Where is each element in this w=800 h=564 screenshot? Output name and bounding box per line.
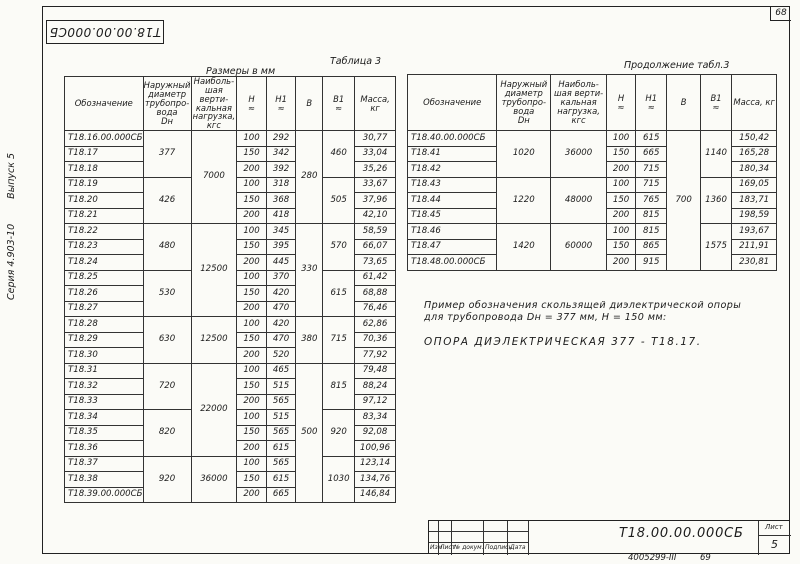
load-cell: 36000 [551, 131, 607, 178]
table-row: Т18.22 480 12500 100 345 330 570 58,59 [65, 224, 396, 240]
header-h1: H1 ≈ [636, 75, 667, 131]
table3cont-title: Продолжение табл.3 [624, 60, 730, 71]
dn-cell: 530 [143, 270, 191, 317]
sheet-label: Лист [765, 523, 783, 531]
table3 [64, 76, 396, 503]
table-row: Т18.36 200 615 100,96 [65, 441, 396, 457]
table-row: Т18.20 150 368 37,96 [65, 193, 396, 209]
header-outer-diameter: Наружный диаметр трубопро-вода Dн [497, 75, 551, 131]
table-row: Т18.47 150 865 211,91 [408, 239, 777, 255]
b-cell: 330 [296, 224, 323, 317]
b1-cell: 1360 [700, 177, 731, 224]
series-label: Серия 4.903-10 [6, 223, 17, 300]
example-line-1: Пример обозначения скользящей диэлектрической опоры [424, 300, 742, 311]
header-h: H ≈ [237, 77, 267, 131]
header-b: B [667, 75, 701, 131]
rotated-stamp: Т18.00.00.000СБ [46, 20, 164, 44]
table-row: Т18.35 150 565 92,08 [65, 425, 396, 441]
b1-cell: 715 [323, 317, 355, 364]
tb-label-docno: № докум. [454, 544, 484, 551]
bottom-page: 69 [700, 553, 711, 563]
tb-label-signature: Подпись [485, 544, 512, 551]
b1-cell: 570 [323, 224, 355, 271]
table3-header-row [65, 77, 396, 131]
table-row: Т18.21 200 418 42,10 [65, 208, 396, 224]
b1-cell: 460 [323, 131, 355, 178]
table-row: Т18.24 200 445 73,65 [65, 255, 396, 271]
load-cell: 22000 [191, 363, 237, 456]
table-row: Т18.41 150 665 165,28 [408, 146, 777, 162]
header-designation: Обозначение [65, 77, 144, 131]
table-row: Т18.28 630 12500 100 420 380 715 62,86 [65, 317, 396, 333]
b-cell: 280 [296, 131, 323, 224]
table-row: Т18.42 200 715 180,34 [408, 162, 777, 178]
header-max-load: Наиболь-шая верти-кальная нагрузка, кгс [551, 75, 607, 131]
table-row: Т18.16.00.000СБ 377 7000 100 292 280 460 30,77 [65, 131, 396, 147]
table-row: Т18.23 150 395 66,07 [65, 239, 396, 255]
load-cell: 7000 [191, 131, 237, 224]
dn-cell: 377 [143, 131, 191, 178]
example-caption: ОПОРА ДИЭЛЕКТРИЧЕСКАЯ 377 - Т18.17. [424, 336, 702, 348]
page-number-top: 68 [770, 6, 791, 21]
dn-cell: 1420 [497, 224, 551, 271]
b1-cell: 1575 [700, 224, 731, 271]
b1-cell: 1140 [700, 131, 731, 178]
dimensions-note: Размеры в мм [206, 66, 276, 77]
dn-cell: 480 [143, 224, 191, 271]
table-row: Т18.48.00.000СБ 200 915 230,81 [408, 255, 777, 271]
table-row: Т18.26 150 420 68,88 [65, 286, 396, 302]
b-cell: 700 [667, 131, 701, 271]
b1-cell: 505 [323, 177, 355, 224]
header-max-load: Наиболь-шая верти-кальная нагрузка, кгс [192, 76, 236, 131]
load-cell: 60000 [551, 224, 607, 271]
header-h1: H1 ≈ [266, 77, 296, 131]
dn-cell: 1020 [497, 131, 551, 178]
header-b1: B1 ≈ [700, 75, 731, 131]
table-row: Т18.27 200 470 76,46 [65, 301, 396, 317]
side-label [6, 131, 17, 300]
b-cell: 500 [296, 363, 323, 503]
table3-title: Таблица 3 [330, 56, 382, 67]
bottom-doc-number: 4005299-III [628, 553, 677, 563]
header-b1: B1 ≈ [323, 77, 355, 131]
example-line-2: для трубопровода Dн = 377 мм, H = 150 мм: [424, 312, 667, 323]
dn-cell: 720 [143, 363, 191, 410]
table-row: Т18.46 1420 60000 100 815 1575 193,67 [408, 224, 777, 240]
tb-label-date: Дата [510, 544, 526, 551]
table-row: Т18.38 150 615 134,76 [65, 472, 396, 488]
table-row: Т18.17 150 342 33,04 [65, 146, 396, 162]
table-row: Т18.31 720 22000 100 465 500 815 79,48 [65, 363, 396, 379]
header-outer-diameter: Наружный диаметр трубопро-вода Dн [143, 77, 191, 131]
tb-label-sheet: Лист [440, 544, 456, 551]
header-designation: Обозначение [408, 75, 497, 131]
table3cont-header-row [408, 75, 777, 131]
load-cell: 48000 [551, 177, 607, 224]
header-h: H ≈ [607, 75, 636, 131]
table-row: Т18.33 200 565 97,12 [65, 394, 396, 410]
table-row: Т18.29 150 470 70,36 [65, 332, 396, 348]
drawing-code: Т18.00.00.000СБ [619, 526, 744, 541]
table-row: Т18.39.00.000СБ 200 665 146,84 [65, 487, 396, 503]
table-row: Т18.32 150 515 88,24 [65, 379, 396, 395]
tb-divider [759, 535, 791, 536]
sheet-number: 5 [771, 538, 778, 551]
table-row: Т18.37 920 36000 100 565 1030 123,14 [65, 456, 396, 472]
b-cell: 380 [296, 317, 323, 364]
header-mass: Масса, кг [355, 77, 396, 131]
header-b: B [296, 77, 323, 131]
designation-example [424, 300, 741, 348]
table-row: Т18.40.00.000СБ 1020 36000 100 615 700 1140 150,42 [408, 131, 777, 147]
table-row: Т18.18 200 392 35,26 [65, 162, 396, 178]
dn-cell: 630 [143, 317, 191, 364]
table-row: Т18.30 200 520 77,92 [65, 348, 396, 364]
title-block [428, 520, 790, 554]
table-row: Т18.25 530 100 370 615 61,42 [65, 270, 396, 286]
table-row: Т18.34 820 100 515 920 83,34 [65, 410, 396, 426]
tb-label-change: Изм [430, 544, 443, 551]
dn-cell: 426 [143, 177, 191, 224]
b1-cell: 1030 [323, 456, 355, 503]
table-row: Т18.43 1220 48000 100 715 1360 169,05 [408, 177, 777, 193]
b1-cell: 615 [323, 270, 355, 317]
issue-label: Выпуск 5 [6, 152, 17, 199]
table-row: Т18.45 200 815 198,59 [408, 208, 777, 224]
dn-cell: 1220 [497, 177, 551, 224]
table-row: Т18.19 426 100 318 505 33,67 [65, 177, 396, 193]
table3-continuation [407, 74, 777, 271]
load-cell: 12500 [191, 317, 237, 364]
b1-cell: 920 [323, 410, 355, 457]
header-mass: Масса, кг [732, 75, 777, 131]
load-cell: 36000 [191, 456, 237, 503]
b1-cell: 815 [323, 363, 355, 410]
dn-cell: 920 [143, 456, 191, 503]
dn-cell: 820 [143, 410, 191, 457]
load-cell: 12500 [191, 224, 237, 317]
table-row: Т18.44 150 765 183,71 [408, 193, 777, 209]
